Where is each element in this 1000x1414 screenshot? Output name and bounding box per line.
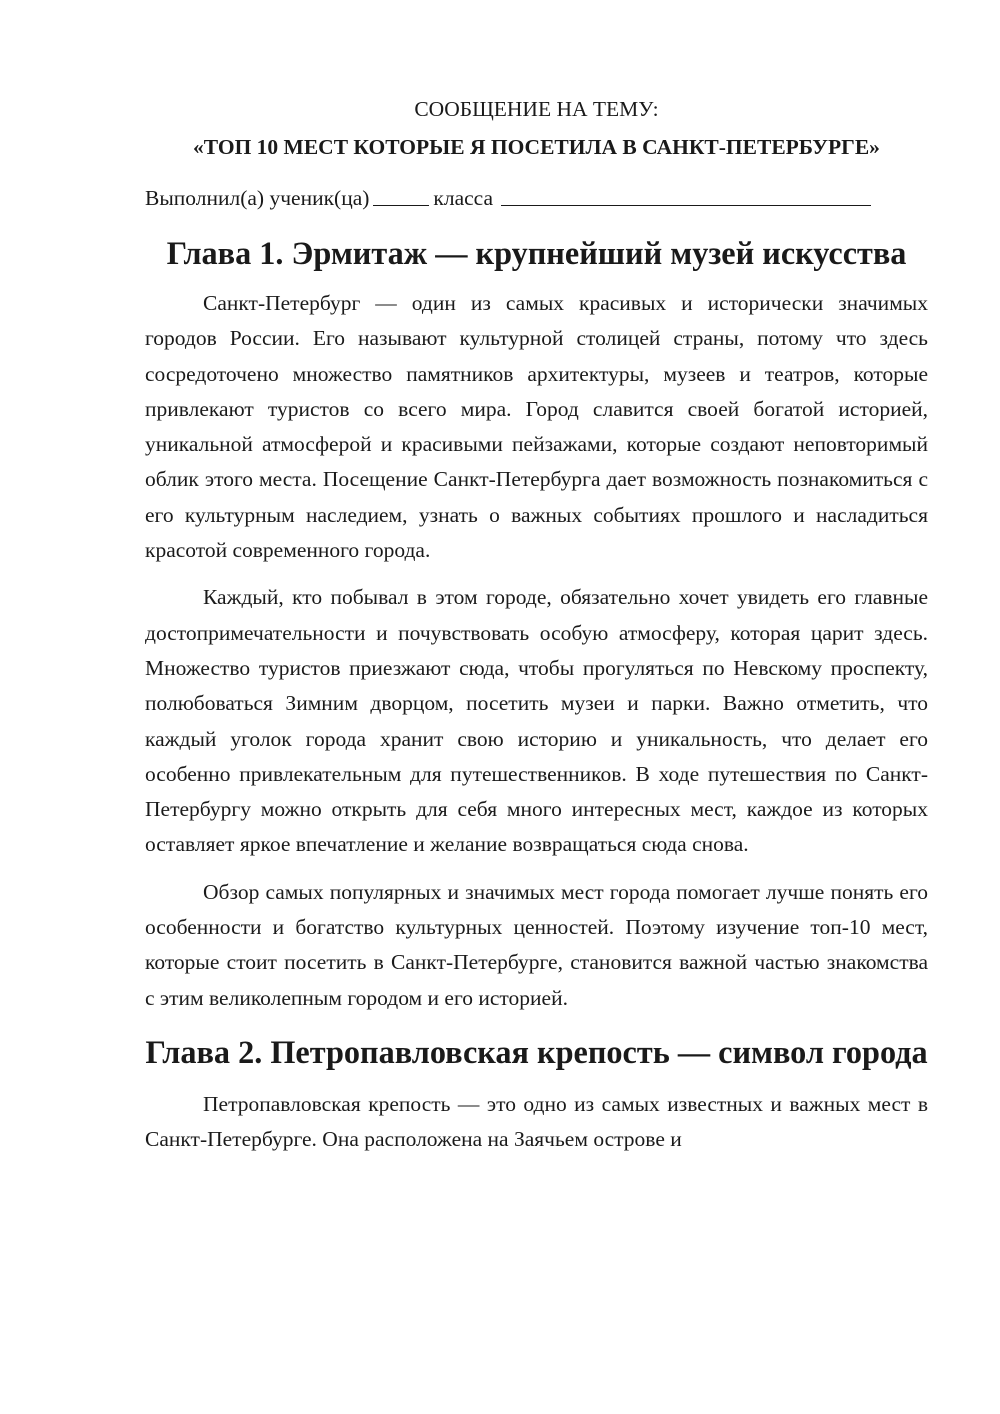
chapter-1-paragraph: Обзор самых популярных и значимых мест города помогает лучше понять его особенности и богатство культурных ценностей. Поэтому изучение топ-10 мест, которые стоит посетить в Санкт-Петербурге, становится важной частью знакомства с этим великолепным городом и его историей.	[145, 879, 928, 1010]
chapter-2-paragraph: Петропавловская крепость — это одно из самых известных и важных мест в Санкт-Петербурге. Она расположена на Заячьем острове и	[145, 1091, 928, 1152]
author-class-word: класса	[433, 186, 494, 210]
chapter-1-heading: Глава 1. Эрмитаж — крупнейший музей искусства	[166, 235, 907, 271]
document-page	[145, 92, 928, 1158]
author-line	[145, 181, 928, 216]
document-title-line-2: «ТОП 10 МЕСТ КОТОРЫЕ Я ПОСЕТИЛА В САНКТ-ПЕТЕРБУРГЕ»	[193, 135, 880, 159]
author-prefix: Выполнил(а) ученик(ца)	[145, 186, 370, 210]
class-number-blank	[373, 185, 429, 206]
document-title-line-1: СООБЩЕНИЕ НА ТЕМУ:	[414, 97, 659, 121]
chapter-1-paragraph: Каждый, кто побывал в этом городе, обязательно хочет увидеть его главные достопримечательности и почувствовать особую атмосферу, которая царит здесь. Множество туристов приезжают сюда, чтобы прогуляться по Невскому проспекту, полюбоваться Зимним дворцом, посетить музеи и парки. Важно отметить, что каждый уголок города хранит свою историю и уникальность, что делает его особенно привлекательным для путешественников. В ходе путешествия по Санкт-Петербургу можно открыть для себя много интересных мест, каждое из которых оставляет яркое впечатление и желание возвращаться сюда снова.	[145, 585, 928, 857]
student-name-blank	[501, 185, 871, 206]
chapter-2-heading: Глава 2. Петропавловская крепость — символ города	[145, 1033, 928, 1070]
chapter-1-paragraph: Санкт-Петербург — один из самых красивых и исторически значимых городов России. Его называют культурной столицей страны, потому что здесь сосредоточено множество памятников архитектуры, музеев и театров, которые привлекают туристов со всего мира. Город славится своей богатой историей, уникальной атмосферой и красивыми пейзажами, которые создают неповторимый облик этого места. Посещение Санкт-Петербурга дает возможность познакомиться с его культурным наследием, узнать о важных событиях прошлого и насладиться красотой современного города.	[145, 291, 928, 563]
